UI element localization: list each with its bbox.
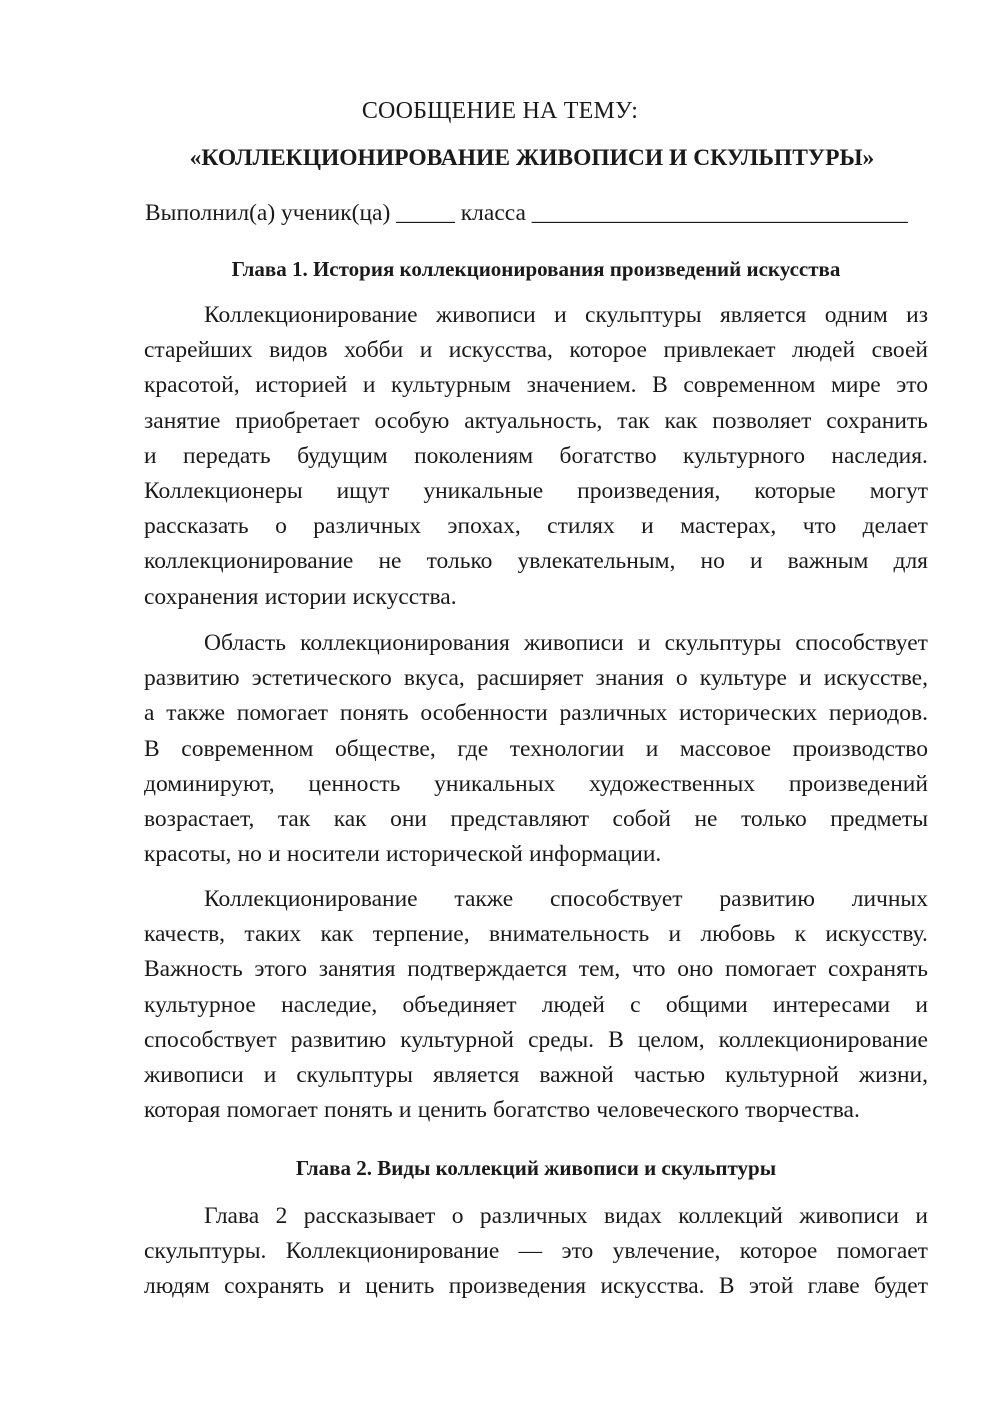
document-header-line-1: СООБЩЕНИЕ НА ТЕМУ:	[361, 98, 639, 124]
paragraph-line: Коллекционирование также способствует развитию личных	[204, 886, 928, 912]
paragraph-line: живописи и скульптуры является важной частью культурной жизни,	[144, 1061, 928, 1088]
paragraph-line: возрастает, так как они представляют собой не только предметы	[144, 805, 928, 832]
paragraph-line: рассказать о различных эпохах, стилях и мастерах, что делает	[144, 513, 928, 540]
paragraph-line: развитию эстетического вкуса, расширяет знания о культуре и искусстве,	[144, 665, 928, 692]
chapter-2-paragraph-1	[144, 1199, 928, 1305]
paragraph-line: и передать будущим поколениям богатство культурного наследия.	[144, 442, 928, 469]
paragraph-line: занятие приобретает особую актуальность, так как позволяет сохранить	[144, 407, 928, 434]
chapter-1-paragraph-1	[144, 298, 928, 615]
paragraph-line: сохранения истории искусства.	[144, 583, 457, 610]
paragraph-line: Глава 2 рассказывает о различных видах коллекций живописи и	[204, 1203, 928, 1229]
chapter-1-paragraph-2	[144, 626, 928, 872]
paragraph-line: красотой, историей и культурным значением. В современном мире это	[144, 372, 928, 399]
paragraph-line: красоты, но и носители исторической информации.	[144, 841, 662, 868]
chapter-2-title: Глава 2. Виды коллекций живописи и скульптуры	[295, 1156, 777, 1180]
paragraph-line: скульптуры. Коллекционирование — это увлечение, которое помогает	[144, 1238, 928, 1265]
paragraph-line: старейших видов хобби и искусства, которое привлекает людей своей	[144, 337, 928, 364]
paragraph-line: коллекционирование не только увлекательным, но и важным для	[144, 548, 928, 575]
paragraph-line: а также помогает понять особенности различных исторических периодов.	[144, 700, 928, 727]
paragraph-line: способствует развитию культурной среды. В целом, коллекционирование	[144, 1026, 928, 1053]
chapter-1-title: Глава 1. История коллекционирования произведений искусства	[231, 257, 841, 281]
paragraph-line: культурное наследие, объединяет людей с общими интересами и	[144, 991, 928, 1018]
paragraph-line: которая помогает понять и ценить богатство человеческого творчества.	[144, 1097, 860, 1124]
paragraph-line: людям сохранять и ценить произведения искусства. В этой главе будет	[144, 1273, 928, 1300]
paragraph-line: Коллекционирование живописи и скульптуры является одним из	[204, 302, 928, 328]
paragraph-line: Коллекционеры ищут уникальные произведения, которые могут	[144, 477, 928, 504]
paragraph-line: В современном обществе, где технологии и массовое производство	[144, 735, 928, 762]
chapter-1-paragraph-3	[144, 882, 928, 1128]
paragraph-line: Важность этого занятия подтверждается тем, что оно помогает сохранять	[144, 956, 928, 983]
paragraph-line: доминируют, ценность уникальных художественных произведений	[144, 770, 928, 797]
document-title: «КОЛЛЕКЦИОНИРОВАНИЕ ЖИВОПИСИ И СКУЛЬПТУРЫ»	[189, 145, 875, 171]
paragraph-line: Область коллекционирования живописи и скульптуры способствует	[204, 630, 928, 656]
author-line: Выполнил(а) ученик(ца) _____ класса ________________________________	[145, 200, 908, 226]
paragraph-line: качеств, таких как терпение, внимательность и любовь к искусству.	[144, 921, 928, 948]
